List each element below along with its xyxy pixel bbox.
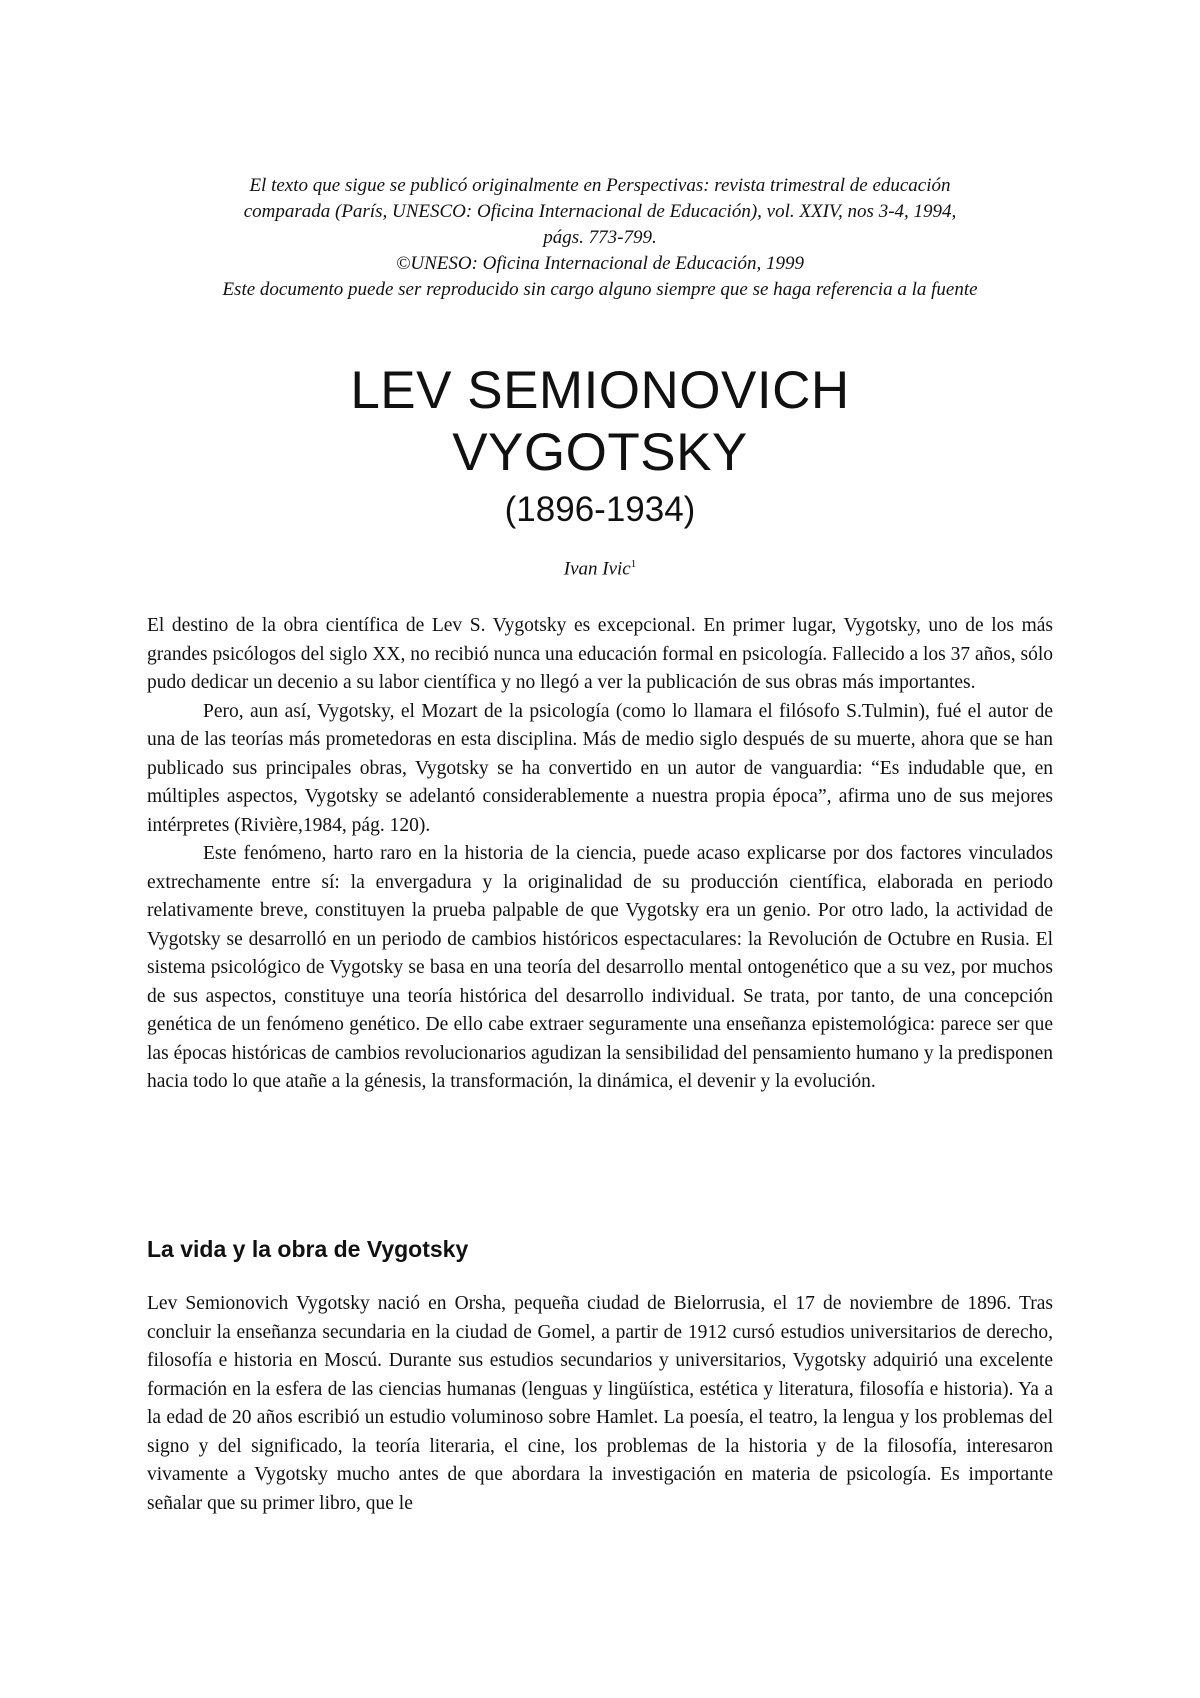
paragraph: Lev Semionovich Vygotsky nació en Orsha, pequeña ciudad de Bielorrusia, el 17 de noviembre de 1896. Tras concluir la enseñanza secundaria en la ciudad de Gomel, a partir de 1912 cursó estudios universitarios de derecho, filosofía e historia en Moscú. Durante sus estudios secundarios y universitarios, Vygotsky adquirió una excelente formación en la esfera de las ciencias humanas (lenguas y lingüística, estética y literatura, filosofía e historia). Ya a la edad de 20 años escribió un estudio voluminoso sobre Hamlet. La poesía, el teatro, la lengua y los problemas del signo y del significado, la teoría literaria, el cine, los problemas de la historia y de la filosofía, interesaron vivamente a Vygotsky mucho antes de que abordara la investigación en materia de psicología. Es importante señalar que su primer libro, que le: [147, 1293, 1053, 1514]
document-title: [140, 360, 1060, 533]
publication-note-line-2: comparada (París, UNESCO: Oficina Internacional de Educación), vol. XXIV, nos 3-4, 1994,: [243, 201, 957, 222]
publication-note: [140, 173, 1060, 303]
paragraph: El destino de la obra científica de Lev S. Vygotsky es excepcional. En primer lugar, Vygotsky, uno de los más grandes psicólogos del siglo XX, no recibió nunca una educación formal en psicología. Fallecido a los 37 años, sólo pudo dedicar un decenio a su labor científica y no llegó a ver la publicación de sus obras más importantes.: [147, 615, 1053, 693]
title-line-1: LEV SEMIONOVICH: [350, 361, 850, 420]
title-dates: (1896-1934): [504, 490, 696, 529]
section-heading: La vida y la obra de Vygotsky: [147, 1236, 469, 1262]
section-text: [147, 1290, 1053, 1518]
intro-text: [147, 612, 1053, 1097]
paragraph: Pero, aun así, Vygotsky, el Mozart de la psicología (como lo llamara el filósofo S.Tulmin), fué el autor de una de las teorías más prometedoras en esta disciplina. Más de medio siglo después de su muerte, ahora que se han publicado sus principales obras, Vygotsky se ha convertido en un autor de vanguardia: “Es indudable que, en múltiples aspectos, Vygotsky se adelantó considerablemente a nuestra propia época”, afirma uno de sus mejores intérpretes (Rivière,1984, pág. 120).: [147, 700, 1053, 836]
title-line-2: VYGOTSKY: [452, 423, 748, 482]
author-name: Ivan Ivic: [563, 558, 631, 580]
footnote-marker: 1: [630, 558, 637, 570]
copyright-line: ©UNESO: Oficina Internacional de Educación, 1999: [395, 253, 805, 274]
reproduction-notice: Este documento puede ser reproducido sin cargo alguno siempre que se haga referencia a la fuente: [222, 279, 978, 300]
publication-note-line-3: págs. 773-799.: [543, 227, 657, 248]
paragraph: Este fenómeno, harto raro en la historia de la ciencia, puede acaso explicarse por dos factores vinculados extrechamente entre sí: la envergadura y la originalidad de su producción científica, elaborada en periodo relativamente breve, constituyen la prueba palpable de que Vygotsky era un genio. Por otro lado, la actividad de Vygotsky se desarrolló en un periodo de cambios históricos espectaculares: la Revolución de Octubre en Rusia. El sistema psicológico de Vygotsky se basa en una teoría del desarrollo mental ontogenético que a su vez, por muchos de sus aspectos, constituye una teoría histórica del desarrollo individual. Se trata, por tanto, de una concepción genética de un fenómeno genético. De ello cabe extraer seguramente una enseñanza epistemológica: parece ser que las épocas históricas de cambios revolucionarios agudizan la sensibilidad del pensamiento humano y la predisponen hacia todo lo que atañe a la génesis, la transformación, la dinámica, el devenir y la evolución.: [147, 843, 1053, 1092]
publication-note-line-1: El texto que sigue se publicó originalmente en Perspectivas: revista trimestral de educación: [249, 175, 951, 196]
author-byline: [140, 558, 1060, 580]
